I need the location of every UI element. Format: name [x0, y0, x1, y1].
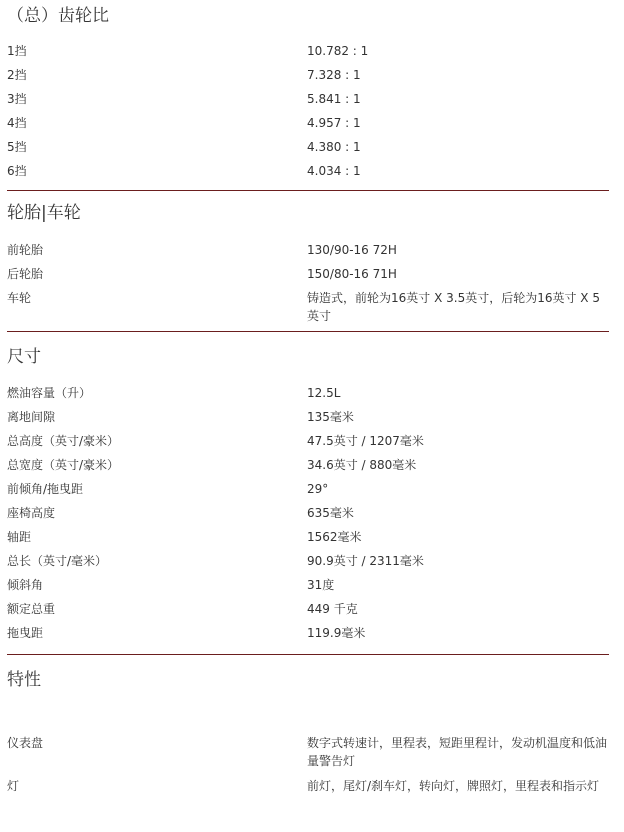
spec-value: 前灯，尾灯/刹车灯，转向灯，牌照灯，里程表和指示灯	[307, 779, 600, 793]
spec-value: 34.6英寸 / 880毫米	[307, 458, 417, 472]
spec-value: 4.034 : 1	[307, 164, 361, 178]
spec-row-gear-2	[7, 63, 608, 87]
spec-row-rear-tire	[7, 262, 608, 286]
spec-label: 3挡	[7, 92, 27, 106]
spec-label: 总高度（英寸/豪米）	[7, 434, 120, 448]
spec-label: 拖曳距	[7, 626, 44, 640]
gear-ratio-list	[7, 39, 608, 183]
spec-value: 135毫米	[307, 410, 354, 424]
spec-row-gear-6	[7, 159, 608, 183]
spec-value: 4.957 : 1	[307, 116, 361, 130]
features-list	[7, 731, 608, 798]
spec-row-gross-weight	[7, 597, 608, 621]
spec-label: 倾斜角	[7, 578, 44, 592]
spec-row-gear-5	[7, 135, 608, 159]
spec-row-rake-trail	[7, 477, 608, 501]
spec-value: 31度	[307, 578, 335, 592]
spec-row-wheelbase	[7, 525, 608, 549]
spec-value: 12.5L	[307, 386, 341, 400]
spec-label: 离地间隙	[7, 410, 56, 424]
tires-wheels-section	[7, 191, 608, 332]
spec-label: 5挡	[7, 140, 27, 154]
spec-value: 数字式转速计，里程表，短距里程计，发动机温度和低油量警告灯	[307, 736, 608, 768]
gear-ratio-section	[7, 0, 608, 191]
spec-label: 车轮	[7, 291, 32, 305]
spec-value: 90.9英寸 / 2311毫米	[307, 554, 424, 568]
spec-value: 635毫米	[307, 506, 354, 520]
spec-row-trail	[7, 621, 608, 645]
spec-row-overall-length	[7, 549, 608, 573]
spec-value: 10.782 : 1	[307, 44, 369, 58]
spec-row-gear-1	[7, 39, 608, 63]
spec-row-lean-angle	[7, 573, 608, 597]
features-section	[7, 655, 608, 798]
spec-row-wheels	[7, 286, 608, 325]
spec-label: 4挡	[7, 116, 27, 130]
spec-value: 4.380 : 1	[307, 140, 361, 154]
spec-label: 轴距	[7, 530, 32, 544]
spec-value: 130/90-16 72H	[307, 243, 397, 257]
dimensions-section	[7, 332, 608, 655]
spec-row-lights	[7, 774, 608, 798]
section-title-tires-wheels: 轮胎|车轮	[7, 203, 81, 223]
spec-label: 6挡	[7, 164, 27, 178]
spec-label: 燃油容量（升）	[7, 386, 92, 400]
spec-value: 1562毫米	[307, 530, 362, 544]
spec-row-gear-3	[7, 87, 608, 111]
tires-wheels-list	[7, 238, 608, 325]
spec-label: 座椅高度	[7, 506, 56, 520]
spec-label: 仪表盘	[7, 736, 44, 750]
spec-label: 总长（英寸/毫米）	[7, 554, 108, 568]
spec-label: 2挡	[7, 68, 27, 82]
spec-row-instruments	[7, 731, 608, 770]
section-title-gear-ratio: （总）齿轮比	[7, 6, 109, 26]
spec-label: 额定总重	[7, 602, 56, 616]
spec-value: 铸造式，前轮为16英寸 X 3.5英寸，后轮为16英寸 X 5英寸	[307, 291, 600, 323]
spec-value: 5.841 : 1	[307, 92, 361, 106]
spec-row-seat-height	[7, 501, 608, 525]
spec-label: 1挡	[7, 44, 27, 58]
spec-value: 119.9毫米	[307, 626, 366, 640]
spec-row-overall-width	[7, 453, 608, 477]
spec-value: 449 千克	[307, 602, 358, 616]
dimensions-list	[7, 381, 608, 645]
spec-value: 47.5英寸 / 1207毫米	[307, 434, 424, 448]
spec-label: 后轮胎	[7, 267, 44, 281]
spec-value: 7.328 : 1	[307, 68, 361, 82]
spec-row-gear-4	[7, 111, 608, 135]
spec-label: 灯	[7, 779, 20, 793]
spec-row-ground-clearance	[7, 405, 608, 429]
spec-label: 前倾角/拖曳距	[7, 482, 84, 496]
spec-label: 前轮胎	[7, 243, 44, 257]
spec-row-fuel-capacity	[7, 381, 608, 405]
spec-value: 29°	[307, 482, 329, 496]
section-title-dimensions: 尺寸	[7, 347, 41, 367]
spec-row-front-tire	[7, 238, 608, 262]
section-title-features: 特性	[7, 670, 41, 690]
spec-label: 总宽度（英寸/豪米）	[7, 458, 120, 472]
spec-row-overall-height	[7, 429, 608, 453]
spec-value: 150/80-16 71H	[307, 267, 397, 281]
